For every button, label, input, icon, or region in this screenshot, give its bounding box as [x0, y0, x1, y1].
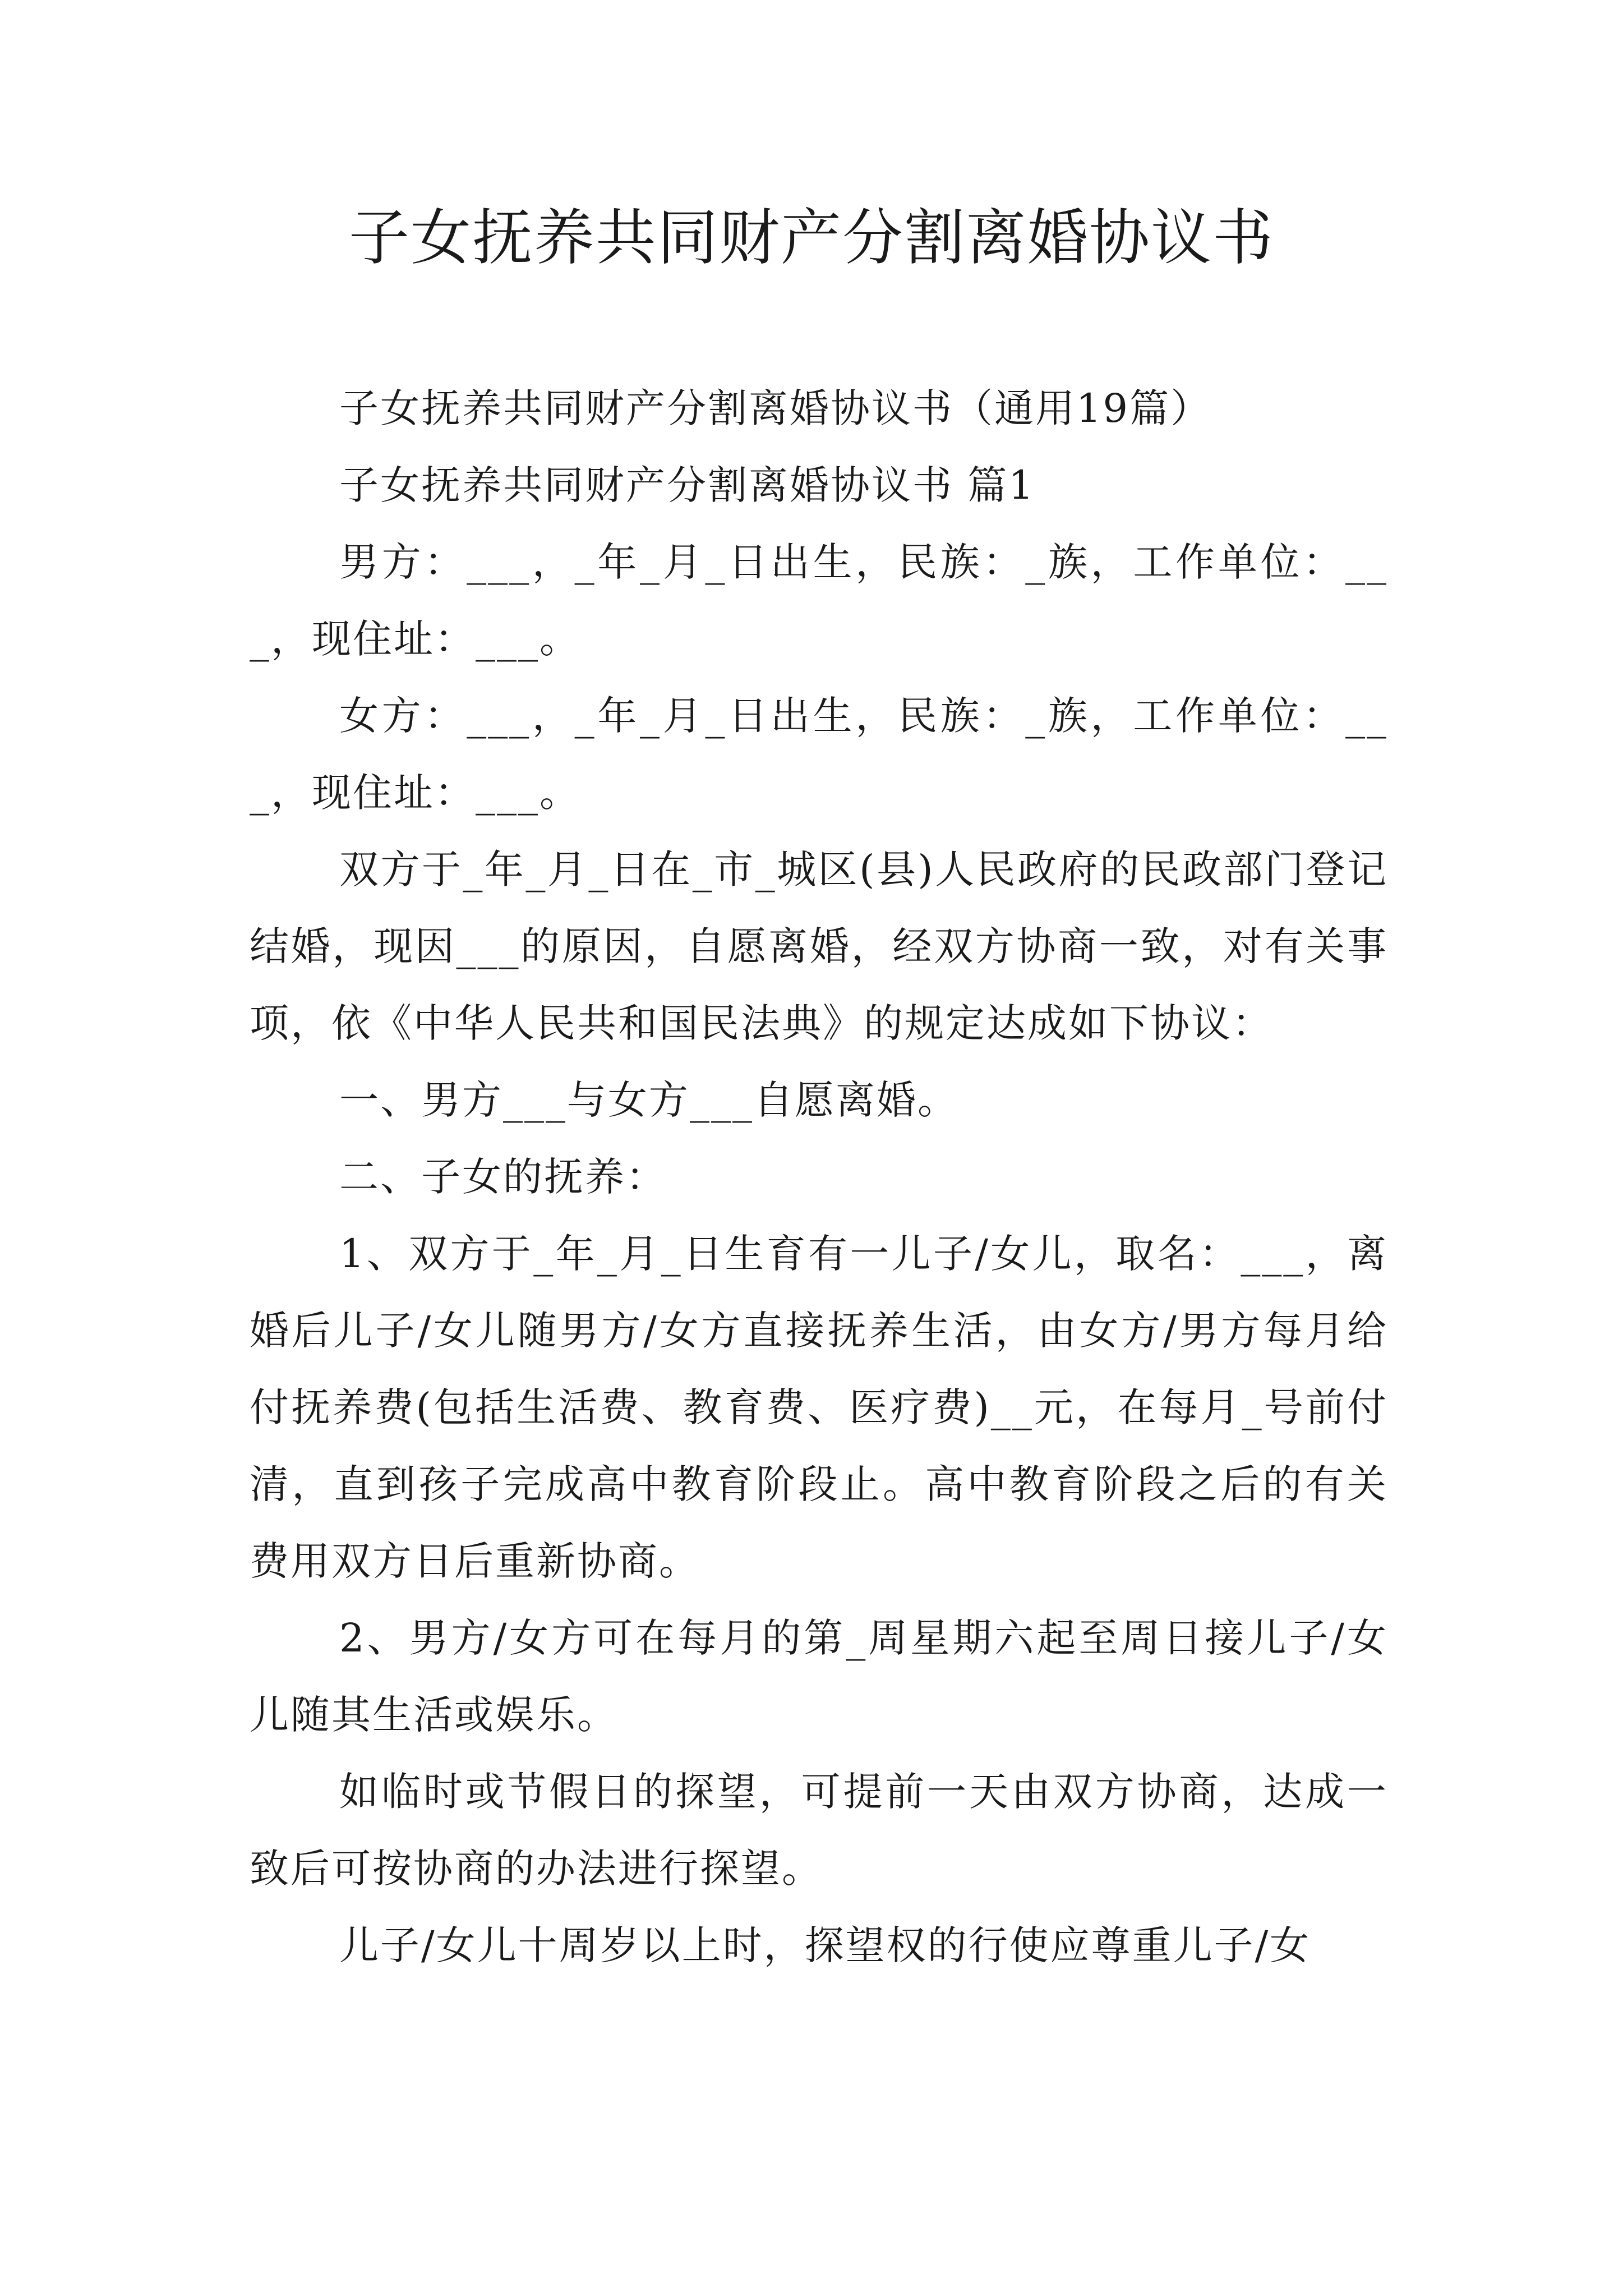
paragraph-female-party: 女方：___，_年_月_日出生，民族：_族，工作单位：___，现住址：___。 — [250, 693, 1388, 816]
document-body — [250, 370, 1388, 1984]
paragraph-male-party: 男方：___，_年_月_日出生，民族：_族，工作单位：___，现住址：___。 — [250, 539, 1388, 662]
paragraph-visitation-rights: 儿子/女儿十周岁以上时，探望权的行使应尊重儿子/女 — [339, 1922, 1311, 1968]
paragraph-clause-1: 一、男方___与女方___自愿离婚。 — [339, 1077, 958, 1123]
paragraph-child-support: 1、双方于_年_月_日生育有一儿子/女儿，取名：___，离婚后儿子/女儿随男方/女方直接抚养生活，由女方/男方每月给付抚养费(包括生活费、教育费、医疗费)__元，在每月_号前付清，直到孩子完成高中教育阶段止。高中教育阶段之后的有关费用双方日后重新协商。 — [250, 1231, 1388, 1584]
paragraph-section-heading: 子女抚养共同财产分割离婚协议书 篇1 — [339, 462, 1035, 508]
document-title: 子女抚养共同财产分割离婚协议书 — [348, 203, 1274, 273]
paragraph-holiday-visits: 如临时或节假日的探望，可提前一天由双方协商，达成一致后可按协商的办法进行探望。 — [250, 1769, 1388, 1892]
paragraph-clause-2-heading: 二、子女的抚养： — [339, 1154, 667, 1200]
paragraph-marriage-statement: 双方于_年_月_日在_市_城区(县)人民政府的民政部门登记结婚，现因___的原因，自愿离婚，经双方协商一致，对有关事项，依《中华人民共和国民法典》的规定达成如下协议： — [250, 846, 1388, 1046]
paragraph-subtitle: 子女抚养共同财产分割离婚协议书（通用19篇） — [339, 385, 1212, 431]
paragraph-visitation: 2、男方/女方可在每月的第_周星期六起至周日接儿子/女儿随其生活或娱乐。 — [250, 1615, 1388, 1738]
